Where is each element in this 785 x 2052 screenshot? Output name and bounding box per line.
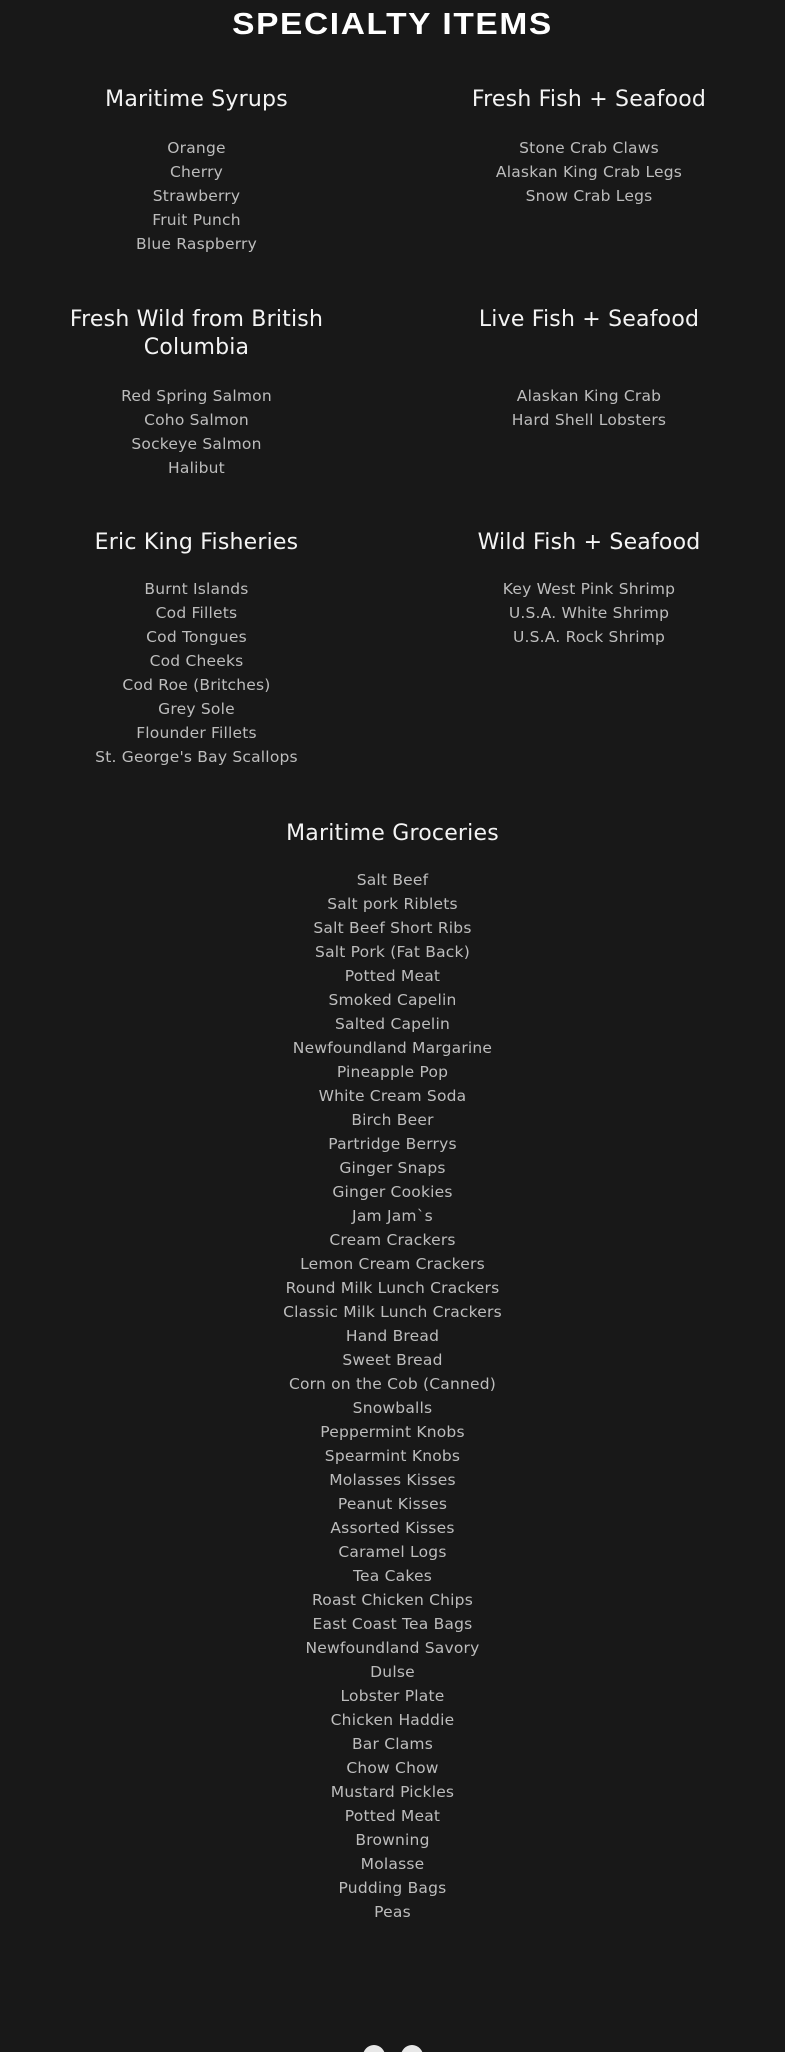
item-list bbox=[393, 384, 785, 432]
section-heading-line1: Fresh Wild from British bbox=[69, 307, 324, 332]
list-item: Salt pork Riblets bbox=[327, 895, 458, 913]
list-item: Alaskan King Crab Legs bbox=[495, 163, 683, 181]
section-heading: Maritime Syrups bbox=[105, 87, 288, 112]
list-item: Dulse bbox=[370, 1663, 415, 1681]
list-item: Smoked Capelin bbox=[328, 991, 457, 1009]
list-item: Tea Cakes bbox=[353, 1567, 432, 1585]
list-item: Coho Salmon bbox=[144, 411, 249, 429]
item-list bbox=[0, 868, 785, 1924]
list-item: U.S.A. White Shrimp bbox=[508, 604, 670, 622]
list-item: Jam Jam`s bbox=[352, 1207, 433, 1225]
list-item: Hard Shell Lobsters bbox=[511, 411, 667, 429]
item-list bbox=[393, 577, 785, 649]
social-icon-2[interactable] bbox=[401, 2045, 423, 2052]
list-item: Lobster Plate bbox=[340, 1687, 445, 1705]
list-item: Grey Sole bbox=[158, 700, 235, 718]
list-item: Newfoundland Savory bbox=[305, 1639, 480, 1657]
section-maritime-groceries bbox=[0, 820, 785, 1924]
section-maritime-syrups bbox=[0, 86, 393, 256]
section-heading: Fresh Fish + Seafood bbox=[471, 87, 707, 112]
list-item: Blue Raspberry bbox=[136, 235, 257, 253]
list-item: Molasse bbox=[360, 1855, 425, 1873]
section-wild-fish-seafood bbox=[393, 529, 785, 649]
list-item: Salt Pork (Fat Back) bbox=[315, 943, 470, 961]
item-list bbox=[0, 384, 393, 480]
list-item: St. George's Bay Scallops bbox=[95, 748, 298, 766]
list-item: Cream Crackers bbox=[329, 1231, 456, 1249]
section-heading: Wild Fish + Seafood bbox=[477, 530, 701, 555]
list-item: Chicken Haddie bbox=[330, 1711, 455, 1729]
section-heading: Maritime Groceries bbox=[286, 821, 499, 846]
list-item: East Coast Tea Bags bbox=[312, 1615, 473, 1633]
list-item: Strawberry bbox=[152, 187, 241, 205]
list-item: Red Spring Salmon bbox=[121, 387, 272, 405]
list-item: Potted Meat bbox=[344, 1807, 441, 1825]
list-item: Alaskan King Crab bbox=[516, 387, 662, 405]
list-item: Orange bbox=[167, 139, 226, 157]
list-item: Peppermint Knobs bbox=[320, 1423, 465, 1441]
list-item: Halibut bbox=[168, 459, 225, 477]
list-item: Snowballs bbox=[352, 1399, 433, 1417]
list-item: Molasses Kisses bbox=[329, 1471, 456, 1489]
list-item: Pineapple Pop bbox=[336, 1063, 449, 1081]
section-fresh-wild-bc bbox=[0, 306, 393, 480]
list-item: Cod Tongues bbox=[146, 628, 247, 646]
list-item: Cod Cheeks bbox=[149, 652, 244, 670]
section-live-fish-seafood bbox=[393, 306, 785, 432]
list-item: Potted Meat bbox=[344, 967, 441, 985]
list-item: Newfoundland Margarine bbox=[292, 1039, 493, 1057]
list-item: Peanut Kisses bbox=[337, 1495, 448, 1513]
list-item: Chow Chow bbox=[346, 1759, 439, 1777]
list-item: Mustard Pickles bbox=[330, 1783, 455, 1801]
list-item: Spearmint Knobs bbox=[324, 1447, 461, 1465]
list-item: Cherry bbox=[169, 163, 224, 181]
list-item: Salted Capelin bbox=[335, 1015, 450, 1033]
section-heading bbox=[0, 306, 393, 362]
list-item: Salt Beef Short Ribs bbox=[313, 919, 472, 937]
list-item: Flounder Fillets bbox=[136, 724, 257, 742]
section-fresh-fish-seafood bbox=[393, 86, 785, 208]
list-item: Roast Chicken Chips bbox=[312, 1591, 473, 1609]
item-list bbox=[0, 577, 393, 769]
list-item: Cod Roe (Britches) bbox=[122, 676, 271, 694]
list-item: Round Milk Lunch Crackers bbox=[285, 1279, 500, 1297]
list-item: Classic Milk Lunch Crackers bbox=[283, 1303, 502, 1321]
list-item: Caramel Logs bbox=[338, 1543, 447, 1561]
list-item: Bar Clams bbox=[351, 1735, 434, 1753]
list-item: Sockeye Salmon bbox=[131, 435, 262, 453]
list-item: Ginger Cookies bbox=[332, 1183, 453, 1201]
section-heading: Live Fish + Seafood bbox=[478, 307, 700, 332]
list-item: Birch Beer bbox=[351, 1111, 434, 1129]
footer-social-icons bbox=[0, 2045, 785, 2052]
section-heading-line2: Columbia bbox=[143, 335, 250, 360]
list-item: Hand Bread bbox=[345, 1327, 440, 1345]
item-list bbox=[393, 136, 785, 208]
list-item: Partridge Berrys bbox=[328, 1135, 457, 1153]
section-eric-king-fisheries bbox=[0, 529, 393, 769]
list-item: Salt Beef bbox=[356, 871, 429, 889]
list-item: Corn on the Cob (Canned) bbox=[288, 1375, 497, 1393]
list-item: Stone Crab Claws bbox=[519, 139, 659, 157]
list-item: U.S.A. Rock Shrimp bbox=[512, 628, 666, 646]
list-item: Key West Pink Shrimp bbox=[502, 580, 676, 598]
social-icon-1[interactable] bbox=[363, 2045, 385, 2052]
list-item: Peas bbox=[374, 1903, 411, 1921]
list-item: Ginger Snaps bbox=[339, 1159, 446, 1177]
list-item: White Cream Soda bbox=[318, 1087, 467, 1105]
list-item: Lemon Cream Crackers bbox=[300, 1255, 485, 1273]
item-list bbox=[0, 136, 393, 256]
list-item: Burnt Islands bbox=[144, 580, 249, 598]
list-item: Pudding Bags bbox=[338, 1879, 447, 1897]
list-item: Assorted Kisses bbox=[330, 1519, 455, 1537]
list-item: Snow Crab Legs bbox=[525, 187, 653, 205]
list-item: Browning bbox=[355, 1831, 430, 1849]
section-heading: Eric King Fisheries bbox=[94, 530, 299, 555]
list-item: Sweet Bread bbox=[342, 1351, 443, 1369]
list-item: Fruit Punch bbox=[152, 211, 241, 229]
list-item: Cod Fillets bbox=[155, 604, 238, 622]
page-title: SPECIALTY ITEMS bbox=[232, 6, 553, 41]
